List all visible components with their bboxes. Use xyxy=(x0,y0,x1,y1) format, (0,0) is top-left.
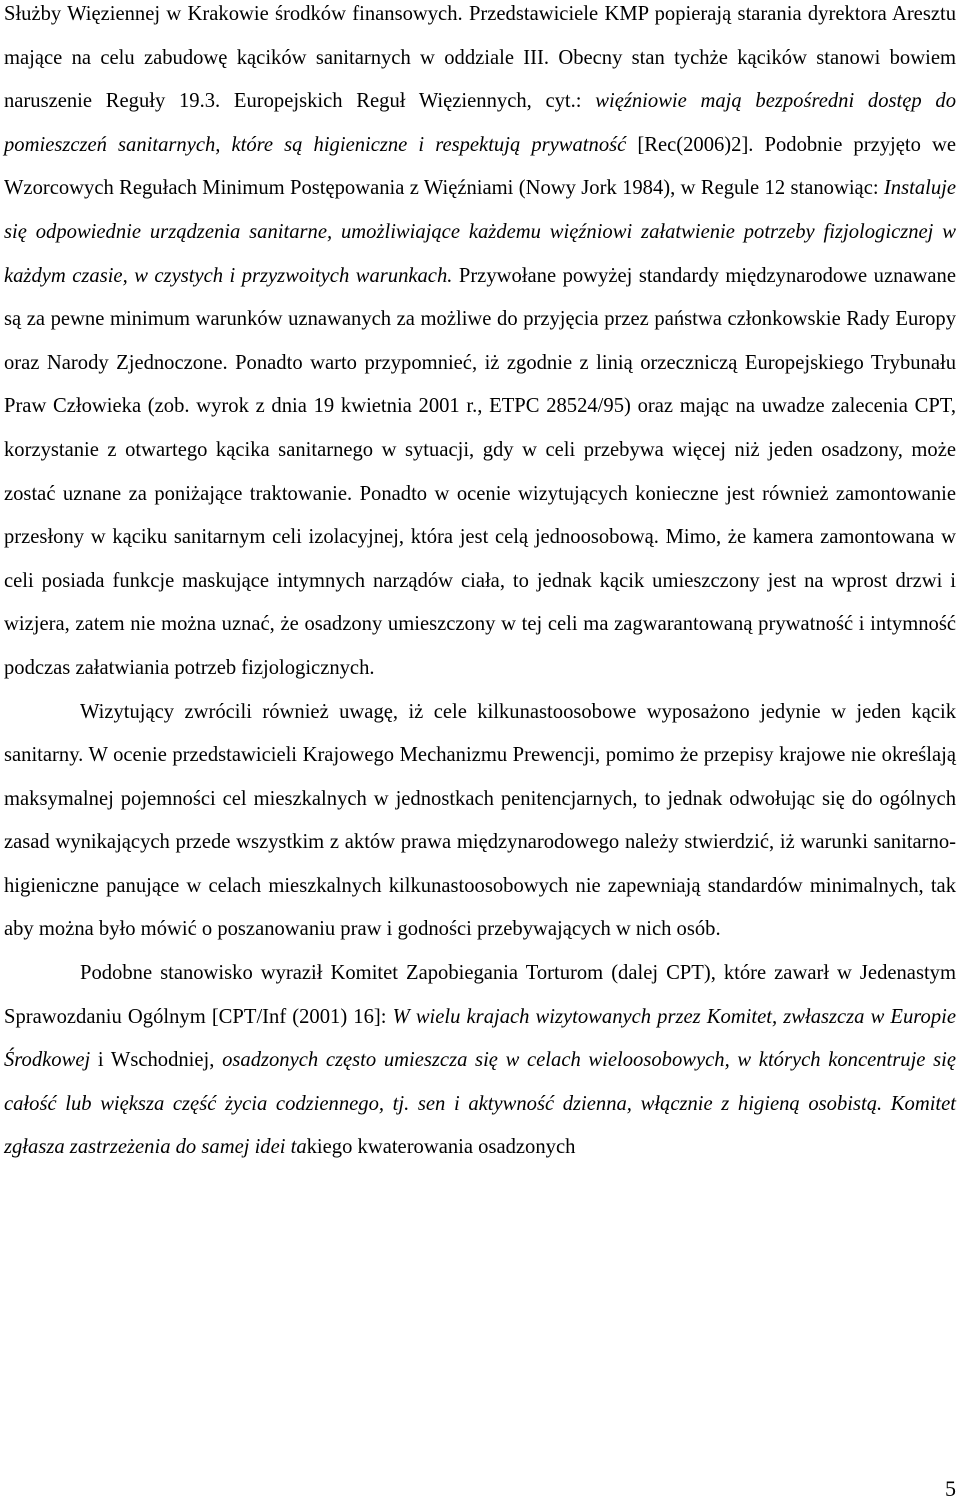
text-run: Służby Więziennej w Krakowie środków finansowych. Przedstawiciele KMP popierają starania dyrektora Aresztu mające na celu zabudowę kącików sanitarnych w oddziale III. Obecny stan tychże kącików stanowi bowiem naruszenie Reguły 19.3. Europejskich Reguł Więziennych, cyt.: xyxy=(4,3,956,113)
quote-european-prison-rules: więźniowie mają bezpośredni dostęp do pomieszczeń sanitarnych, które są higieniczne i respektują prywatność xyxy=(4,90,956,156)
document-page xyxy=(4,0,956,1170)
paragraph-3 xyxy=(4,952,956,1170)
quote-cpt-report-continued: osadzonych często umieszcza się w celach wieloosobowych, w których koncentruje się całość lub większa część życia codziennego, tj. sen i aktywność dzienna, włącznie z higieną osobistą. Komitet zgłasza zastrzeżenia do samej idei ta xyxy=(4,1049,956,1159)
page-number: 5 xyxy=(945,1476,956,1501)
text-run: Podobne stanowisko wyraził Komitet Zapobiegania Torturom (dalej CPT), które zawarł w Jedenastym Sprawozdaniu Ogólnym [CPT/Inf (2001) 16]: xyxy=(4,962,956,1028)
quote-cpt-report: W wielu krajach wizytowanych przez Komitet, zwłaszcza w Europie Środkowej xyxy=(4,1005,956,1072)
text-run: kiego kwaterowania osadzonych xyxy=(306,1136,576,1159)
text-run: Przywołane powyżej standardy międzynarodowe uznawane są za pewne minimum warunków uznawanych za możliwe do przyjęcia przez państwa członkowskie Rady Europy oraz Narody Zjednoczone. Ponadto warto przypomnieć, iż zgodnie z linią orzeczniczą Europejskiego Trybunału Praw Człowieka (zob. wyrok z dnia 19 kwietnia 2001 r., ETPC 28524/95) oraz mając na uwadze zalecenia CPT, korzystanie z otwartego kącika sanitarnego w sytuacji, gdy w celi przebywa więcej niż jeden osadzony, może zostać uznane za poniżające traktowanie. Ponadto w ocenie wizytujących konieczne jest również zamontowanie przesłony w kąciku sanitarnym celi izolacyjnej, która jest celą jednoosobową. Mimo, że kamera zamontowana w celi posiada funkcje maskujące intymnych narządów ciała, to jednak kącik umieszczony jest na wprost drzwi i wizjera, zatem nie można uznać, że osadzony umieszczony w tej celi ma zagwarantowaną prywatność i intymność podczas załatwiania potrzeb fizjologicznych. xyxy=(4,264,956,679)
quote-minimum-rules: Instaluje się odpowiednie urządzenia sanitarne, umożliwiające każdemu więźniowi załatwienie potrzeby fizjologicznej w każdym czasie, w czystych i przyzwoitych warunkach. xyxy=(4,177,956,287)
paragraph-1 xyxy=(4,0,956,691)
paragraph-2: Wizytujący zwrócili również uwagę, iż cele kilkunastoosobowe wyposażono jedynie w jeden kącik sanitarny. W ocenie przedstawicieli Krajowego Mechanizmu Prewencji, pomimo że przepisy krajowe nie określają maksymalnej pojemności cel mieszkalnych w jednostkach penitencjarnych, to jednak odwołując się do ogólnych zasad wynikających przede wszystkim z aktów prawa międzynarodowego należy stwierdzić, iż warunki sanitarno-higieniczne panujące w celach mieszkalnych kilkunastoosobowych nie zapewniają standardów minimalnych, tak aby można było mówić o poszanowaniu praw i godności przebywających w nich osób. xyxy=(4,700,956,941)
text-run: i Wschodniej, xyxy=(90,1049,223,1072)
text-run: [Rec(2006)2]. Podobnie przyjęto we Wzorcowych Regułach Minimum Postępowania z Więźniami (Nowy Jork 1984), w Regule 12 stanowiąc: xyxy=(4,133,956,200)
